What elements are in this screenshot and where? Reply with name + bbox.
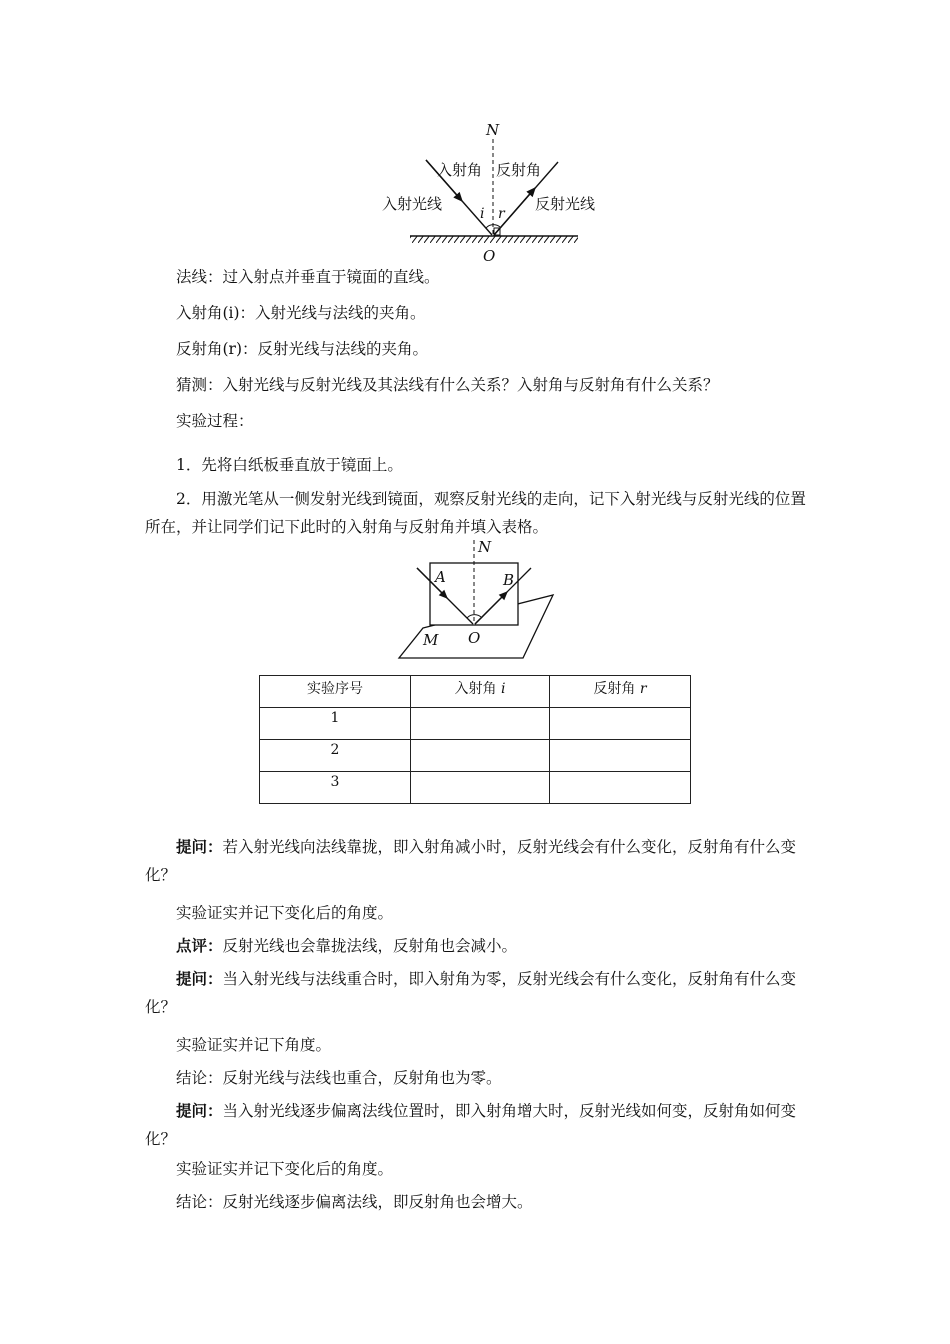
table-cell <box>550 708 691 740</box>
verify-2: 实验证实并记下角度。 <box>176 1036 332 1054</box>
verify-3: 实验证实并记下变化后的角度。 <box>176 1160 394 1178</box>
experiment-diagram <box>395 535 555 663</box>
mirror-surface <box>410 236 578 243</box>
label-n: N <box>486 121 500 139</box>
comment-text: 反射光线也会靠拢法线，反射角也会减小。 <box>222 937 518 955</box>
question-label: 提问： <box>176 1101 223 1120</box>
table-cell <box>550 772 691 804</box>
question-label: 提问： <box>176 837 223 856</box>
incident-angle-definition: 入射角(i)：入射光线与法线的夹角。 <box>176 304 426 322</box>
table-row <box>260 708 691 740</box>
guess-paragraph: 猜测：入射光线与反射光线及其法线有什么关系？入射角与反射角有什么关系？ <box>176 376 719 394</box>
normal-definition: 法线：过入射点并垂直于镜面的直线。 <box>176 268 440 286</box>
table-cell: 3 <box>260 772 411 804</box>
label-a: A <box>435 568 446 586</box>
label-incident-ray: 入射光线 <box>382 195 443 213</box>
header-symbol: i <box>500 681 506 697</box>
question-3 <box>145 1097 807 1153</box>
header-symbol: r <box>639 681 647 697</box>
table-row <box>260 740 691 772</box>
label-reflect-angle: 反射角 <box>496 161 542 179</box>
reflection-diagram <box>370 115 610 265</box>
table-header-cell <box>411 676 550 708</box>
label-r: r <box>498 206 505 222</box>
verify-1: 实验证实并记下变化后的角度。 <box>176 904 394 922</box>
label-o: O <box>483 247 496 265</box>
question-text: 若入射光线向法线靠拢，即入射角减小时，反射光线会有什么变化，反射角有什么变化？ <box>145 838 797 884</box>
header-label: 反射角 <box>593 681 636 697</box>
label-incident-angle: 入射角 <box>437 161 483 179</box>
label-b: B <box>503 571 515 589</box>
table-cell <box>411 708 550 740</box>
label-i: i <box>480 206 485 222</box>
step-2: 2．用激光笔从一侧发射光线到镜面，观察反射光线的走向，记下入射光线与反射光线的位置所在，并让同学们记下此时的入射角与反射角并填入表格。 <box>145 490 806 536</box>
reflect-angle-definition: 反射角(r)：反射光线与法线的夹角。 <box>176 340 429 358</box>
experiment-table <box>259 675 691 804</box>
step-1: 1．先将白纸板垂直放于镜面上。 <box>176 456 403 474</box>
label-n-2: N <box>478 538 492 556</box>
label-m: M <box>423 631 439 649</box>
conclusion-3: 结论：反射光线逐步偏离法线，即反射角也会增大。 <box>176 1193 533 1211</box>
table-cell <box>411 772 550 804</box>
table-cell: 2 <box>260 740 411 772</box>
header-label: 实验序号 <box>307 681 363 697</box>
table-cell <box>550 740 691 772</box>
table-cell: 1 <box>260 708 411 740</box>
table-row <box>260 772 691 804</box>
question-label: 提问： <box>176 969 223 988</box>
question-1 <box>145 833 807 889</box>
label-reflected-ray: 反射光线 <box>535 195 596 213</box>
comment-label: 点评： <box>176 936 223 955</box>
conclusion-2: 结论：反射光线与法线也重合，反射角也为零。 <box>176 1069 502 1087</box>
question-text: 当入射光线逐步偏离法线位置时，即入射角增大时，反射光线如何变，反射角如何变化？ <box>145 1102 797 1148</box>
table-header-cell <box>260 676 411 708</box>
header-label: 入射角 <box>454 681 497 697</box>
label-o-2: O <box>468 629 481 647</box>
question-2 <box>145 965 807 1021</box>
process-heading: 实验过程： <box>176 412 254 430</box>
table-header-row <box>260 676 691 708</box>
table-header-cell <box>550 676 691 708</box>
table-cell <box>411 740 550 772</box>
comment-1 <box>145 932 807 960</box>
question-text: 当入射光线与法线重合时，即入射角为零，反射光线会有什么变化，反射角有什么变化？ <box>145 970 797 1016</box>
